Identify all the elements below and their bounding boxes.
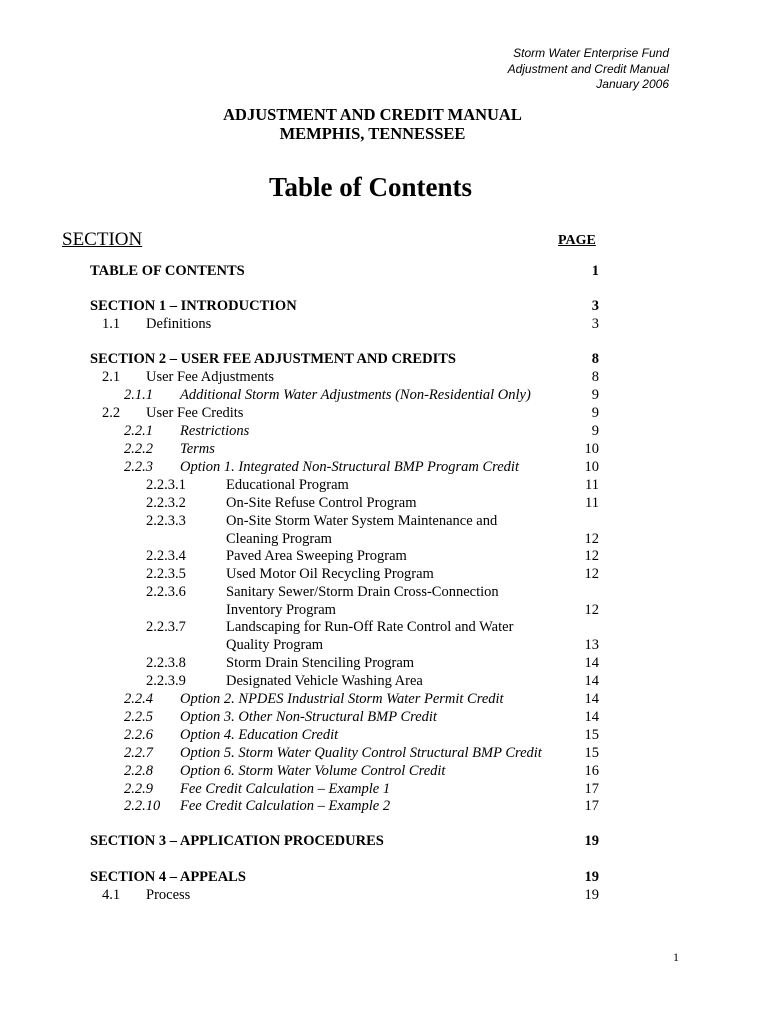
toc-entry-number: 2.2.3.5 (146, 566, 186, 582)
toc-entry-page: 14 (584, 691, 599, 707)
toc-entry-label: Option 6. Storm Water Volume Control Credit (180, 763, 446, 779)
toc-entry-number: 2.2.3.8 (146, 655, 186, 671)
toc-entry-page: 16 (584, 763, 599, 779)
toc-entry-page: 14 (584, 655, 599, 671)
toc-entry-number: 2.2.3.7 (146, 619, 186, 635)
toc-entry-label: Process (146, 887, 191, 903)
toc-entry-label: Fee Credit Calculation – Example 1 (180, 781, 391, 797)
page-column-header: PAGE (558, 233, 596, 248)
toc-entry-label: Option 1. Integrated Non-Structural BMP Program Credit (180, 459, 519, 475)
toc-entry-page: 8 (591, 351, 599, 367)
toc-entry-page: 10 (584, 441, 599, 457)
toc-entry-label: SECTION 2 – USER FEE ADJUSTMENT AND CREDITS (90, 351, 456, 367)
toc-entry-page: 11 (585, 477, 599, 493)
toc-entry-number: 2.1 (102, 369, 121, 385)
toc-entry-page: 15 (584, 727, 599, 743)
document-title (0, 105, 745, 143)
toc-entry-number: 2.2.2 (124, 441, 153, 457)
toc-entry-number: 4.1 (102, 887, 121, 903)
toc-entry-number: 2.2.3.6 (146, 584, 186, 600)
toc-entry-label: Terms (180, 441, 215, 457)
toc-entry-page: 19 (584, 887, 599, 903)
toc-entry-label: SECTION 1 – INTRODUCTION (90, 298, 297, 314)
toc-entry-page: 9 (591, 423, 599, 439)
toc-entry-number: 2.2.1 (124, 423, 153, 439)
toc-entry-label-continued: Cleaning Program (226, 531, 332, 547)
toc-entry-label: Additional Storm Water Adjustments (Non-Residential Only) (180, 387, 531, 403)
toc-entry-page: 12 (584, 602, 599, 618)
toc-entry-page: 3 (591, 316, 599, 332)
toc-entry-label: Restrictions (180, 423, 250, 439)
toc-entry-label: User Fee Adjustments (146, 369, 275, 385)
toc-entry-number: 2.2.7 (124, 745, 153, 761)
toc-entry-page: 17 (584, 781, 599, 797)
toc-entry-label: Fee Credit Calculation – Example 2 (180, 798, 391, 814)
toc-entry-page: 11 (585, 495, 599, 511)
toc-entry-page: 13 (584, 637, 599, 653)
toc-entry-label: On-Site Storm Water System Maintenance and (226, 513, 498, 529)
toc-entry-label: User Fee Credits (146, 405, 244, 421)
toc-entry-label: Option 4. Education Credit (180, 727, 339, 743)
toc-entry-page: 14 (584, 709, 599, 725)
toc-entry-number: 2.2.9 (124, 781, 153, 797)
toc-entry-label: Landscaping for Run-Off Rate Control and Water (226, 619, 514, 635)
toc-entry-number: 2.2.3.3 (146, 513, 186, 529)
toc-entry-number: 2.2.10 (124, 798, 161, 814)
title-line-2: MEMPHIS, TENNESSEE (279, 124, 466, 143)
toc-entry-page: 1 (591, 263, 599, 279)
toc-entry-number: 2.2.4 (124, 691, 153, 707)
toc-entry-number: 1.1 (102, 316, 121, 332)
toc-entry-number: 2.1.1 (124, 387, 153, 403)
toc-entry-page: 15 (584, 745, 599, 761)
toc-entry-page: 8 (591, 369, 599, 385)
toc-entry-label: On-Site Refuse Control Program (226, 495, 417, 511)
toc-entry-label: TABLE OF CONTENTS (90, 263, 245, 279)
title-line-1: ADJUSTMENT AND CREDIT MANUAL (223, 105, 522, 124)
toc-entry-number: 2.2.5 (124, 709, 153, 725)
page-number: 1 (673, 950, 679, 964)
toc-entry-label: Paved Area Sweeping Program (226, 548, 407, 564)
header-line-2: Adjustment and Credit Manual (507, 61, 669, 76)
toc-entry-page: 3 (591, 298, 599, 314)
header-line-3: January 2006 (596, 77, 669, 91)
header-line-1: Storm Water Enterprise Fund (513, 46, 669, 60)
toc-entry-page: 10 (584, 459, 599, 475)
toc-heading: Table of Contents (268, 172, 473, 202)
toc-entry-label: Sanitary Sewer/Storm Drain Cross-Connection (226, 584, 499, 600)
toc-entry-page: 12 (584, 548, 599, 564)
toc-entry-number: 2.2.3.2 (146, 495, 186, 511)
toc-entry-number: 2.2.3 (124, 459, 153, 475)
toc-entry-number: 2.2.8 (124, 763, 153, 779)
toc-entry-page: 19 (584, 833, 599, 849)
running-header (508, 46, 669, 93)
toc-entry-label: Used Motor Oil Recycling Program (226, 566, 434, 582)
toc-entry-page: 9 (591, 405, 599, 421)
toc-entry-label: Option 2. NPDES Industrial Storm Water Permit Credit (180, 691, 504, 707)
toc-entry-label: Option 5. Storm Water Quality Control Structural BMP Credit (180, 745, 542, 761)
toc-entry-label: SECTION 4 – APPEALS (90, 869, 246, 885)
toc-entry-label-continued: Quality Program (226, 637, 324, 653)
toc-entry-label: SECTION 3 – APPLICATION PROCEDURES (90, 833, 384, 849)
toc-entry-number: 2.2.6 (124, 727, 153, 743)
toc-entry-page: 12 (584, 531, 599, 547)
toc-entry-page: 9 (591, 387, 599, 403)
toc-entry-page: 12 (584, 566, 599, 582)
toc-entry-number: 2.2 (102, 405, 121, 421)
toc-entry-label-continued: Inventory Program (226, 602, 336, 618)
toc-entry-number: 2.2.3.4 (146, 548, 186, 564)
section-column-header: SECTION (62, 229, 143, 250)
toc-entry-label: Storm Drain Stenciling Program (226, 655, 415, 671)
toc-entry-page: 14 (584, 673, 599, 689)
toc-entry-label: Designated Vehicle Washing Area (226, 673, 423, 689)
toc-entry-label: Option 3. Other Non-Structural BMP Credit (180, 709, 437, 725)
toc-entry-label: Educational Program (226, 477, 349, 493)
toc-entry-number: 2.2.3.1 (146, 477, 186, 493)
toc-entry-page: 19 (584, 869, 599, 885)
toc-entry-label: Definitions (146, 316, 212, 332)
toc-entry-page: 17 (584, 798, 599, 814)
toc-entry-number: 2.2.3.9 (146, 673, 186, 689)
